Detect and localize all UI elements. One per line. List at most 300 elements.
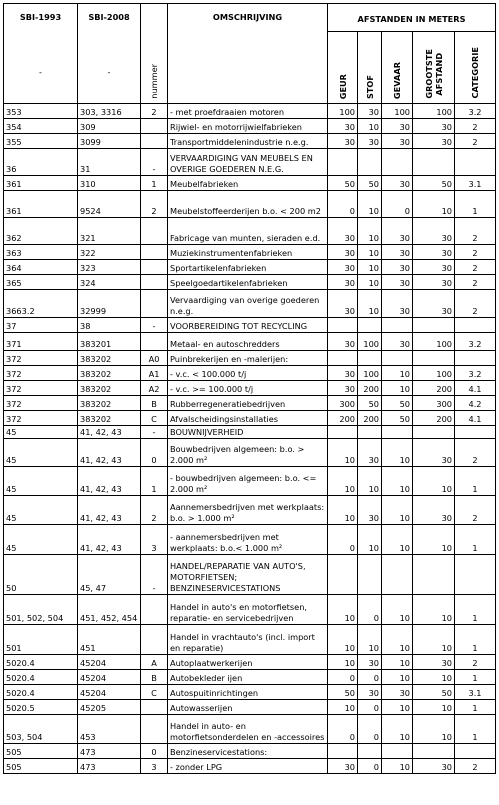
cell-sbi08: 41, 42, 43: [78, 467, 141, 496]
cell-gevaar: [382, 318, 413, 333]
cell-cat: [455, 149, 496, 176]
cell-geur: 30: [328, 260, 358, 275]
cell-nr: [141, 275, 168, 290]
cell-stof: [358, 318, 382, 333]
cell-stof: 100: [358, 333, 382, 351]
cell-nr: 3: [141, 759, 168, 774]
cell-sbi93: 353: [4, 104, 78, 119]
cell-stof: 10: [358, 245, 382, 260]
cell-stof: 30: [358, 685, 382, 700]
cell-geur: 30: [328, 218, 358, 245]
cell-cat: 3.2: [455, 104, 496, 119]
cell-grootste: 200: [413, 381, 455, 396]
cell-desc: Autowasserijen: [168, 700, 328, 715]
cell-gevaar: 30: [382, 245, 413, 260]
cell-desc: HANDEL/REPARATIE VAN AUTO'S, MOTORFIETSEN; BENZINESERVICESTATIONS: [168, 555, 328, 595]
cell-cat: 2: [455, 119, 496, 134]
cell-sbi93: 45: [4, 439, 78, 467]
cell-nr: -: [141, 318, 168, 333]
cell-stof: [358, 149, 382, 176]
cell-stof: 0: [358, 595, 382, 625]
cell-sbi93: 5020.4: [4, 655, 78, 670]
cell-desc: Autospuitinrichtingen: [168, 685, 328, 700]
cell-stof: 10: [358, 191, 382, 218]
cell-geur: 10: [328, 467, 358, 496]
cell-geur: 30: [328, 245, 358, 260]
cell-geur: 30: [328, 333, 358, 351]
cell-geur: 200: [328, 411, 358, 426]
cell-sbi93: 50: [4, 555, 78, 595]
table-row: [4, 290, 496, 318]
cell-geur: [328, 318, 358, 333]
cell-nr: 2: [141, 191, 168, 218]
cell-nr: A1: [141, 366, 168, 381]
table-row: [4, 439, 496, 467]
cell-grootste: 10: [413, 625, 455, 655]
cell-sbi93: 3663.2: [4, 290, 78, 318]
cell-gevaar: 30: [382, 260, 413, 275]
cell-stof: 0: [358, 715, 382, 744]
cell-geur: 50: [328, 685, 358, 700]
cell-sbi08: 321: [78, 218, 141, 245]
cell-sbi93: 372: [4, 351, 78, 366]
cell-geur: 30: [328, 119, 358, 134]
cell-gevaar: 10: [382, 496, 413, 525]
cell-desc: VERVAARDIGING VAN MEUBELS EN OVERIGE GOEDEREN N.E.G.: [168, 149, 328, 176]
cell-sbi93: 45: [4, 496, 78, 525]
cell-nr: -: [141, 555, 168, 595]
table-row: [4, 104, 496, 119]
cell-sbi93: 5020.5: [4, 700, 78, 715]
cell-grootste: 10: [413, 191, 455, 218]
cell-grootste: 100: [413, 104, 455, 119]
table-row: [4, 525, 496, 555]
header-nummer: nummer: [141, 4, 168, 104]
cell-stof: 200: [358, 381, 382, 396]
cell-gevaar: [382, 426, 413, 439]
cell-desc: - v.c. < 100.000 t/j: [168, 366, 328, 381]
cell-geur: 10: [328, 625, 358, 655]
cell-cat: [455, 744, 496, 759]
cell-stof: 10: [358, 467, 382, 496]
cell-geur: 30: [328, 290, 358, 318]
cell-geur: 30: [328, 366, 358, 381]
cell-sbi93: 361: [4, 176, 78, 191]
cell-desc: Rijwiel- en motorrijwielfabrieken: [168, 119, 328, 134]
cell-sbi08: 41, 42, 43: [78, 496, 141, 525]
cell-cat: 2: [455, 245, 496, 260]
cell-sbi93: 354: [4, 119, 78, 134]
cell-grootste: 10: [413, 467, 455, 496]
cell-desc: Rubberregeneratiebedrijven: [168, 396, 328, 411]
cell-grootste: 10: [413, 595, 455, 625]
cell-cat: 1: [455, 467, 496, 496]
cell-sbi08: 383202: [78, 351, 141, 366]
cell-cat: 2: [455, 218, 496, 245]
cell-cat: 1: [455, 700, 496, 715]
cell-cat: 3.1: [455, 685, 496, 700]
cell-stof: [358, 744, 382, 759]
table-row: [4, 381, 496, 396]
cell-grootste: 30: [413, 260, 455, 275]
cell-sbi08: 45205: [78, 700, 141, 715]
cell-nr: [141, 134, 168, 149]
cell-geur: 30: [328, 759, 358, 774]
cell-gevaar: 30: [382, 275, 413, 290]
table-row: [4, 191, 496, 218]
table-row: [4, 260, 496, 275]
cell-grootste: 30: [413, 119, 455, 134]
cell-sbi93: 5020.4: [4, 670, 78, 685]
cell-stof: 50: [358, 176, 382, 191]
cell-desc: - bouwbedrijven algemeen: b.o. <= 2.000 m²: [168, 467, 328, 496]
table-row: [4, 685, 496, 700]
cell-desc: Autoplaatwerkerijen: [168, 655, 328, 670]
header-grootste-afstand: GROOTSTE AFSTAND: [413, 32, 455, 104]
cell-nr: 2: [141, 496, 168, 525]
cell-cat: 2: [455, 290, 496, 318]
cell-gevaar: 30: [382, 218, 413, 245]
header-omschrijving: OMSCHRIJVING: [168, 4, 328, 104]
table-row: [4, 176, 496, 191]
cell-gevaar: 10: [382, 366, 413, 381]
header-sbi2008: SBI-2008 -: [78, 4, 141, 104]
cell-geur: [328, 744, 358, 759]
cell-sbi08: 41, 42, 43: [78, 426, 141, 439]
table-row: [4, 119, 496, 134]
cell-gevaar: [382, 555, 413, 595]
cell-grootste: [413, 351, 455, 366]
cell-sbi93: 37: [4, 318, 78, 333]
cell-nr: 0: [141, 744, 168, 759]
cell-desc: Transportmiddelenindustrie n.e.g.: [168, 134, 328, 149]
cell-stof: 0: [358, 670, 382, 685]
table-row: [4, 595, 496, 625]
cell-sbi08: 309: [78, 119, 141, 134]
cell-nr: [141, 715, 168, 744]
cell-sbi08: 324: [78, 275, 141, 290]
cell-nr: -: [141, 426, 168, 439]
cell-sbi93: 505: [4, 744, 78, 759]
cell-nr: B: [141, 396, 168, 411]
cell-sbi93: 361: [4, 191, 78, 218]
cell-sbi08: 41, 42, 43: [78, 439, 141, 467]
cell-geur: 10: [328, 700, 358, 715]
table-row: [4, 351, 496, 366]
table-row: [4, 555, 496, 595]
cell-desc: Fabricage van munten, sieraden e.d.: [168, 218, 328, 245]
cell-stof: 30: [358, 496, 382, 525]
cell-gevaar: 30: [382, 134, 413, 149]
cell-gevaar: 10: [382, 670, 413, 685]
cell-stof: 10: [358, 218, 382, 245]
cell-cat: 1: [455, 715, 496, 744]
cell-stof: 30: [358, 655, 382, 670]
cell-geur: [328, 555, 358, 595]
cell-sbi93: 45: [4, 426, 78, 439]
cell-gevaar: [382, 744, 413, 759]
cell-nr: C: [141, 411, 168, 426]
cell-geur: 30: [328, 381, 358, 396]
cell-gevaar: 10: [382, 700, 413, 715]
cell-nr: [141, 625, 168, 655]
cell-grootste: 100: [413, 333, 455, 351]
cell-grootste: 50: [413, 176, 455, 191]
cell-grootste: 30: [413, 218, 455, 245]
cell-stof: 30: [358, 134, 382, 149]
cell-sbi93: 45: [4, 525, 78, 555]
table-row: [4, 411, 496, 426]
cell-cat: [455, 351, 496, 366]
table-row: [4, 333, 496, 351]
cell-geur: [328, 351, 358, 366]
cell-grootste: 10: [413, 700, 455, 715]
cell-geur: 10: [328, 496, 358, 525]
cell-cat: 2: [455, 260, 496, 275]
cell-gevaar: 10: [382, 439, 413, 467]
cell-desc: Meubelstoffeerderijen b.o. < 200 m2: [168, 191, 328, 218]
cell-stof: 10: [358, 525, 382, 555]
cell-geur: 0: [328, 191, 358, 218]
table-row: [4, 426, 496, 439]
cell-nr: [141, 260, 168, 275]
table-row: [4, 134, 496, 149]
cell-cat: [455, 318, 496, 333]
cell-grootste: 30: [413, 439, 455, 467]
cell-grootste: 30: [413, 655, 455, 670]
cell-desc: Handel in vrachtauto's (incl. import en reparatie): [168, 625, 328, 655]
cell-cat: 2: [455, 496, 496, 525]
cell-sbi08: 383202: [78, 411, 141, 426]
cell-sbi08: 38: [78, 318, 141, 333]
cell-gevaar: 10: [382, 655, 413, 670]
cell-gevaar: 30: [382, 290, 413, 318]
cell-cat: 2: [455, 134, 496, 149]
cell-stof: 50: [358, 396, 382, 411]
cell-nr: -: [141, 149, 168, 176]
table-row: [4, 625, 496, 655]
cell-grootste: [413, 744, 455, 759]
cell-stof: 10: [358, 119, 382, 134]
cell-sbi93: 372: [4, 396, 78, 411]
cell-gevaar: 30: [382, 333, 413, 351]
cell-desc: - v.c. >= 100.000 t/j: [168, 381, 328, 396]
cell-gevaar: 10: [382, 381, 413, 396]
cell-grootste: 30: [413, 275, 455, 290]
table-row: [4, 275, 496, 290]
cell-sbi93: 501: [4, 625, 78, 655]
cell-geur: 50: [328, 176, 358, 191]
cell-cat: [455, 555, 496, 595]
cell-desc: Bouwbedrijven algemeen: b.o. > 2.000 m²: [168, 439, 328, 467]
cell-nr: 3: [141, 525, 168, 555]
cell-gevaar: 0: [382, 191, 413, 218]
cell-desc: Muziekinstrumentenfabrieken: [168, 245, 328, 260]
cell-sbi08: 45204: [78, 685, 141, 700]
cell-desc: Vervaardiging van overige goederen n.e.g.: [168, 290, 328, 318]
cell-sbi08: 41, 42, 43: [78, 525, 141, 555]
cell-nr: [141, 333, 168, 351]
cell-desc: Autobekleder ijen: [168, 670, 328, 685]
cell-geur: [328, 426, 358, 439]
table-row: [4, 396, 496, 411]
cell-sbi93: 364: [4, 260, 78, 275]
cell-sbi08: 451, 452, 454: [78, 595, 141, 625]
cell-gevaar: 10: [382, 525, 413, 555]
cell-sbi93: 505: [4, 759, 78, 774]
cell-sbi08: 45204: [78, 655, 141, 670]
cell-geur: 0: [328, 525, 358, 555]
cell-cat: 2: [455, 439, 496, 467]
cell-gevaar: 30: [382, 176, 413, 191]
table-row: [4, 655, 496, 670]
cell-sbi08: 383202: [78, 396, 141, 411]
header-sbi1993: SBI-1993 -: [4, 4, 78, 104]
cell-stof: 0: [358, 759, 382, 774]
cell-grootste: [413, 149, 455, 176]
cell-stof: 10: [358, 275, 382, 290]
table-row: [4, 149, 496, 176]
cell-cat: 1: [455, 625, 496, 655]
cell-desc: Aannemersbedrijven met werkplaats: b.o. > 1.000 m²: [168, 496, 328, 525]
cell-desc: Puinbrekerijen en -malerijen:: [168, 351, 328, 366]
cell-geur: 0: [328, 670, 358, 685]
cell-desc: VOORBEREIDING TOT RECYCLING: [168, 318, 328, 333]
cell-grootste: [413, 555, 455, 595]
cell-geur: 10: [328, 655, 358, 670]
cell-sbi08: 45204: [78, 670, 141, 685]
header-gevaar: GEVAAR: [382, 32, 413, 104]
cell-desc: Benzineservicestations:: [168, 744, 328, 759]
cell-sbi93: 501, 502, 504: [4, 595, 78, 625]
cell-sbi08: 3099: [78, 134, 141, 149]
cell-sbi93: 45: [4, 467, 78, 496]
cell-sbi08: 303, 3316: [78, 104, 141, 119]
cell-grootste: 200: [413, 411, 455, 426]
cell-gevaar: 10: [382, 467, 413, 496]
header-categorie: CATEGORIE: [455, 32, 496, 104]
cell-sbi08: 31: [78, 149, 141, 176]
cell-sbi08: 383202: [78, 381, 141, 396]
cell-sbi93: 36: [4, 149, 78, 176]
cell-cat: 4.1: [455, 411, 496, 426]
table-row: [4, 700, 496, 715]
table-row: [4, 759, 496, 774]
cell-stof: [358, 555, 382, 595]
cell-gevaar: [382, 149, 413, 176]
table-row: [4, 744, 496, 759]
cell-cat: 2: [455, 275, 496, 290]
cell-desc: Sportartikelenfabrieken: [168, 260, 328, 275]
cell-sbi08: 310: [78, 176, 141, 191]
table-row: [4, 715, 496, 744]
cell-cat: 3.1: [455, 176, 496, 191]
cell-nr: [141, 595, 168, 625]
cell-cat: 4.1: [455, 381, 496, 396]
cell-sbi93: 371: [4, 333, 78, 351]
table-row: [4, 318, 496, 333]
header-geur: GEUR: [328, 32, 358, 104]
cell-gevaar: 30: [382, 119, 413, 134]
cell-grootste: 10: [413, 715, 455, 744]
cell-sbi08: 453: [78, 715, 141, 744]
cell-geur: 0: [328, 715, 358, 744]
afstanden-table: [3, 3, 496, 774]
cell-grootste: 30: [413, 496, 455, 525]
cell-sbi08: 473: [78, 744, 141, 759]
cell-grootste: 300: [413, 396, 455, 411]
cell-sbi08: 32999: [78, 290, 141, 318]
cell-gevaar: 30: [382, 685, 413, 700]
table-row: [4, 366, 496, 381]
cell-nr: 1: [141, 467, 168, 496]
cell-sbi93: 365: [4, 275, 78, 290]
cell-stof: 200: [358, 411, 382, 426]
cell-grootste: 100: [413, 366, 455, 381]
cell-grootste: 10: [413, 670, 455, 685]
table-row: [4, 467, 496, 496]
cell-nr: A: [141, 655, 168, 670]
cell-gevaar: 10: [382, 759, 413, 774]
cell-stof: 10: [358, 260, 382, 275]
cell-grootste: 30: [413, 759, 455, 774]
cell-desc: BOUWNIJVERHEID: [168, 426, 328, 439]
cell-desc: Handel in auto's en motorfietsen, reparatie- en servicebedrijven: [168, 595, 328, 625]
cell-cat: 3.2: [455, 366, 496, 381]
cell-sbi08: 9524: [78, 191, 141, 218]
cell-cat: 3.2: [455, 333, 496, 351]
cell-desc: Handel in auto- en motorfietsonderdelen en -accessoires: [168, 715, 328, 744]
cell-nr: [141, 700, 168, 715]
cell-stof: 0: [358, 700, 382, 715]
cell-geur: 10: [328, 439, 358, 467]
cell-gevaar: [382, 351, 413, 366]
cell-nr: A0: [141, 351, 168, 366]
cell-gevaar: 10: [382, 715, 413, 744]
table-row: [4, 245, 496, 260]
cell-sbi08: 383202: [78, 366, 141, 381]
table-row: [4, 496, 496, 525]
cell-cat: 1: [455, 525, 496, 555]
cell-cat: 1: [455, 191, 496, 218]
table-row: [4, 218, 496, 245]
cell-desc: - aannemersbedrijven met werkplaats: b.o.< 1.000 m²: [168, 525, 328, 555]
cell-sbi93: 5020.4: [4, 685, 78, 700]
cell-gevaar: 10: [382, 595, 413, 625]
cell-grootste: 30: [413, 290, 455, 318]
cell-geur: 300: [328, 396, 358, 411]
cell-geur: 30: [328, 275, 358, 290]
cell-nr: [141, 119, 168, 134]
cell-sbi93: 372: [4, 411, 78, 426]
cell-stof: 30: [358, 104, 382, 119]
cell-stof: 10: [358, 290, 382, 318]
cell-sbi08: 323: [78, 260, 141, 275]
cell-desc: - met proefdraaien motoren: [168, 104, 328, 119]
cell-cat: 1: [455, 595, 496, 625]
cell-grootste: [413, 318, 455, 333]
cell-nr: [141, 290, 168, 318]
cell-sbi08: 45, 47: [78, 555, 141, 595]
cell-desc: Afvalscheidingsinstallaties: [168, 411, 328, 426]
cell-geur: [328, 149, 358, 176]
cell-stof: [358, 426, 382, 439]
header-afstanden: AFSTANDEN IN METERS: [328, 4, 496, 32]
cell-gevaar: 50: [382, 411, 413, 426]
table-row: [4, 670, 496, 685]
cell-sbi93: 372: [4, 366, 78, 381]
cell-geur: 10: [328, 595, 358, 625]
